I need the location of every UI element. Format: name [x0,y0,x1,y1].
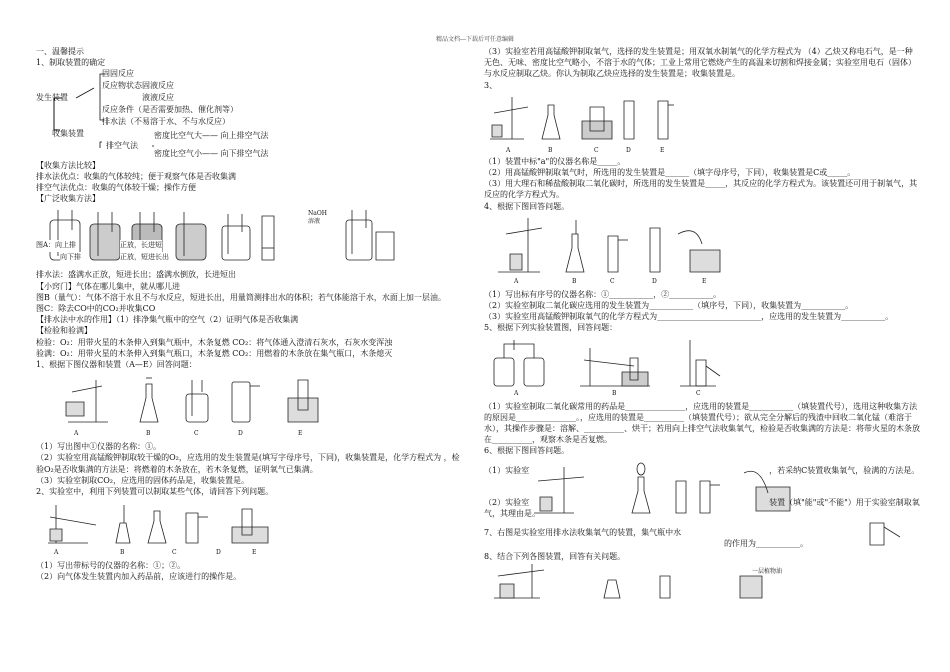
tree-tiaojian: 反应条件（是否需要加热、催化剂等） [102,105,238,115]
q1-label-c: C [194,430,199,438]
fig-a-text-2: 正放，长进短 [120,240,162,251]
right-column [484,46,920,602]
naoh-solution-label: 溶液 [308,218,321,226]
q3-label-a: A [506,146,511,154]
q2-label-c: C [172,549,177,557]
collection-bottles-figure [36,206,464,266]
q1-label-d: D [238,430,243,438]
q1-part-3: （3）实验室制取CO₂，应选用的固体药品是，收集装置是。 [36,475,249,485]
compare-line-1: 排水法优点：收集的气体较纯；便于观察气体是否收集满 [36,171,236,181]
section-title: 一、温馨提示 [36,47,84,56]
q7-block [484,527,920,551]
q3-apparatus-drawing [484,93,684,143]
q5-apparatus-figure [484,336,920,398]
q1-label-e: E [298,430,303,438]
subsection-title: 1、制取装置的确定 [36,58,106,68]
q2-label-a: A [54,549,59,557]
tree-state: 反应物状态固液反应 [102,81,174,91]
q5-title: 5、根据下列实验装置图，回答问题： [484,323,618,333]
q4-part-1: （1）写出标有序号的仪器名称：①___________，②___________。 [484,289,722,299]
fig-b-line: 图B（量气）：气体不溶于水且不与水反应，短进长出，用量筒测排出水的体积；若气体能溶于水，水面上加一层油。 [36,292,446,302]
tree-xiao: 密度比空气小—— 向下排空气法 [154,149,269,159]
q2-apparatus-figure [36,499,464,557]
apparatus-tree [36,68,464,151]
tree-da: 密度比空气大—— 向上排空气法 [154,131,269,141]
page-header: 精品文档---下载后可任意编辑 [435,36,515,43]
q6-part-2b: 装置（填"能"或"不能"）用于实验室制取氧气，其理由是。 [484,497,920,518]
q5-label-b: B [612,389,617,397]
tree-paishui: 排水法（不易溶于水、不与水反应） [102,117,230,127]
test-line-2: 验满：O₂：用带火星的木条伸入到集气瓶口，木条复燃 CO₂：用燃着的木条放在集气瓶口，木条熄灭 [36,348,393,358]
q6-part-1 [484,465,920,476]
q2-part-1: （1）写出带标号的仪器的名称：①；②。 [36,561,186,571]
q1-apparatus-drawing [36,372,336,428]
fig-a-text-6: 排水法：盛满水正放，短进长出；盛满水倒放，长进短出 [36,270,236,280]
q4-apparatus-drawing [484,214,724,276]
fig-a-text: 图A：向上排 [36,240,76,251]
q4-part-2: （2）实验室制取二氧化碳应选用的发生装置为___________（填序号，下同），收集装置为___________。 [484,301,854,311]
q1-title: 1、根据下图仪器和装置（A—E）回答问题： [36,360,197,370]
q5-part-1: （1）实验室制取二氧化碳常用的药品是_______________，应选用的装置是___________（填装置代号），选用这种收集方法的原因是_______________。，应选用的装置是__________（填装置代号）；欲从完全分解后的残渣中回收二氧化锰（难溶于水），其操作步骤是：溶解、__________、烘干；若用向上排空气法收集氧气，检验是否收集满的方法是：将带火星的木条放在__________，观察木条是否复燃。 [484,401,920,445]
q7-line: 7、右图是实验室用排水法收集氧气的装置，集气瓶中水 [484,527,682,537]
q3-part-1: （1）装置中标"a"的仪器名称是_____。 [484,156,626,166]
q5-label-c: C [696,389,701,397]
q3-part-3: （3）用大理石和稀盐酸制取二氧化碳时，所选用的发生装置是_____，其反应的化学方程式为。该装置还可用于制氧气，其反应的化学方程式为。 [484,179,918,200]
q7-apparatus-drawing [864,517,904,547]
compare-line-2: 排空气法优点：收集的气体较干燥；操作方便 [36,183,196,193]
q4-part-3: （3）实验室用高锰酸钾制取氧气的化学方程式为__________________________，应选用的发生装置为___________。 [484,312,894,322]
compare-title: 【收集方法比较】 [36,160,100,170]
water-role-line: 【排水法中水的作用】（1）排净集气瓶中的空气（2）证明气体是否收集满 [36,315,299,325]
q3-label-c: C [594,146,599,154]
q1-part-1: （1）写出图中①仪器的名称：①。 [36,442,162,452]
q3-apparatus-figure [484,93,920,153]
q2-title: 2、实验室中，利用下列装置可以制取某些气体，请回答下列问题。 [36,487,274,497]
q4-label-c: C [610,277,615,285]
q3-label-e: E [660,146,665,154]
q6-block [484,457,920,527]
q5-label-a: A [514,389,519,397]
q6-title: 6、根据下图回答问题。 [484,446,570,456]
tree-paikong: 排空气法 [106,141,138,151]
q3-label-b: B [548,146,553,154]
tip-line: 【小窍门】气体在哪儿集中，就从哪儿进 [36,281,180,291]
q1-apparatus-figure [36,372,464,438]
oil-layer-label: 一层植物油 [752,567,783,575]
q4-apparatus-figure [484,214,920,286]
q3-label-d: D [626,146,631,154]
q6-part-1b: ，若采纳C装置收集氧气，验满的方法是。 [769,465,920,475]
q3-part-2: （2）用高锰酸钾制取氧气时，所选用的发生装置是______（填字母序号，下同），收集装置是C或_____。 [484,168,856,178]
q2-label-b: B [120,549,125,557]
collection-bottles-drawing [36,206,396,266]
q5-apparatus-drawing [484,336,724,388]
q2-label-e: E [252,549,257,557]
tree-yeye: 液液反应 [142,93,174,103]
left-column [36,46,464,583]
tree-gugu: 固固反应 [102,69,134,79]
q7-line-2: 的作用为___________。 [724,538,808,548]
q1-label-b: B [146,430,151,438]
fig-a-text-3: 向下排 [60,252,81,263]
q8-title: 8、结合下列各图装置，回答有关问题。 [484,551,626,561]
q1-part-2: （2）实验室用高锰酸钾制取较干燥的O₂，应选用的发生装置是(填写字母序号，下同)，收集装置是，化学方程式为 ，检验O₂是否收集满的方法是：将燃着的木条放在，若木条复燃，证明氧气已集满。 [36,453,460,474]
q6-part-2a: （2）实验室 [484,497,530,507]
naoh-label: NaOH [308,210,327,218]
test-line-1: 检验：O₂：用带火星的木条伸入到集气瓶中，木条复燃 CO₂：将气体通入澄清石灰水，石灰水变浑浊 [36,337,393,347]
q4-label-b: B [572,277,577,285]
q2-label-d: D [216,549,221,557]
q4-label-a: A [514,277,519,285]
q6-part-2 [484,497,920,519]
q2-part-3-4: （3）实验室若用高锰酸钾制取氧气，选择的发生装置是；用双氧水制氧气的化学方程式为 （4）乙炔又称电石气，是一种无色、无味、密度比空气略小，不溶于水的气体；工业上常用它燃烧产生的高温来切割和焊接金属；实验室用电石（固体）与水反应制取乙炔。你认为制取乙炔应选择的发生装置是；收集装置是。 [484,47,916,79]
q8-figure [484,562,920,602]
fig-a-text-4: 正放，短进长出 [120,252,169,263]
q2-part-2: （2）向气体发生装置内加入药品前，应该进行的操作是。 [36,572,242,582]
q4-label-e: E [702,277,707,285]
collect-title: 【广泛收集方法】 [36,194,100,204]
q8-apparatus-drawing [484,562,784,600]
test-title: 【检验和验满】 [36,326,92,336]
fig-c-line: 图C：除去CO中的CO₂并收集CO [36,304,156,314]
tree-fasheng: 发生装置 [36,93,68,103]
q4-title: 4、根据下图回答问题。 [484,201,570,211]
q2-apparatus-drawing [36,499,296,547]
tree-shouji: 收集装置 [52,129,84,139]
q1-label-a: A [74,430,79,438]
q6-part-1a: （1）实验室 [484,465,530,475]
q4-label-d: D [652,277,657,285]
q3-title: 3、 [484,80,498,90]
